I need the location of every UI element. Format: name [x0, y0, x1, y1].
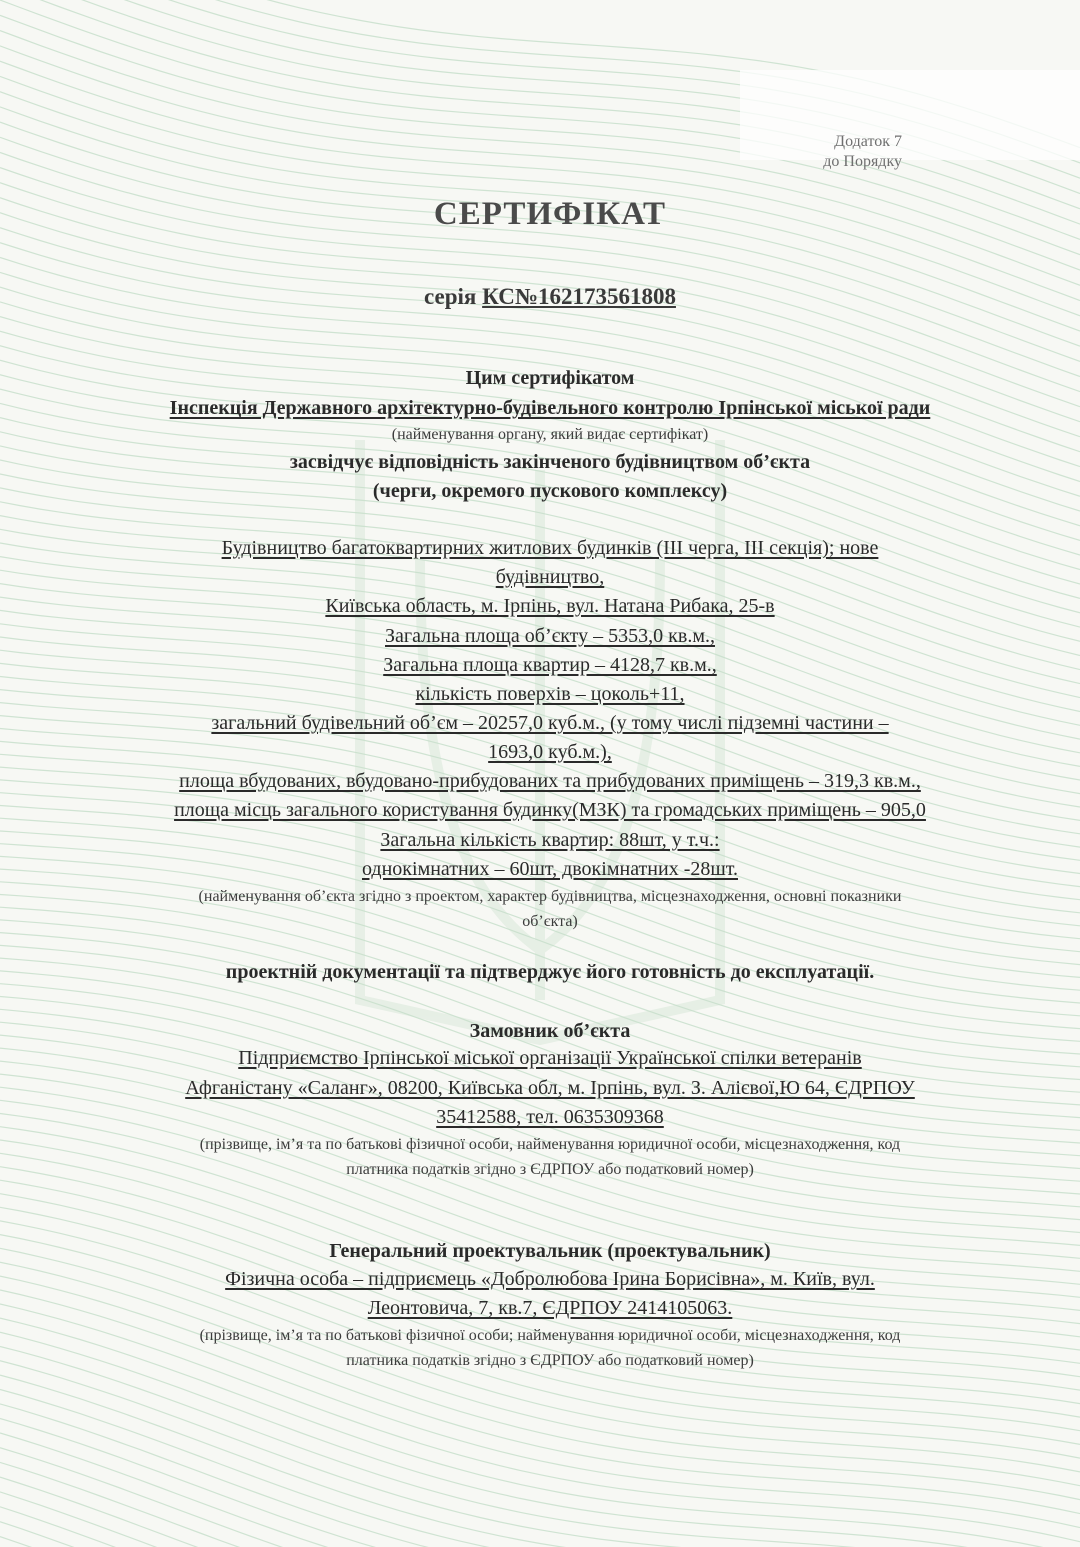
corner-watermark — [740, 70, 1080, 160]
issuer-caption: (найменування органу, який видає сертифікат) — [391, 426, 709, 443]
customer-line: Афганістану «Саланг», 08200, Київська обл, м. Ірпінь, вул. З. Алієвої,Ю 64, ЄДРПОУ — [185, 1077, 915, 1099]
object-line: площа місць загального користування будинку(МЗК) та громадських приміщень – 905,0 — [174, 799, 926, 821]
object-line: Загальна площа об’єкту – 5353,0 кв.м., — [385, 625, 715, 647]
document-title: СЕРТИФІКАТ — [433, 196, 667, 232]
designer-caption: платника податків згідно з ЄДРПОУ або податковий номер) — [346, 1352, 754, 1369]
object-line: 1693,0 куб.м.), — [488, 741, 612, 763]
customer-line: Підприємство Ірпінської міської організації Української спілки ветеранів — [238, 1047, 862, 1069]
object-line: Загальна площа квартир – 4128,7 кв.м., — [383, 654, 717, 676]
customer-caption: (прізвище, ім’я та по батькові фізичної особи, найменування юридичної особи, місцезнаходження, код — [199, 1136, 901, 1153]
object-line: Загальна кількість квартир: 88шт, у т.ч.: — [380, 829, 720, 851]
object-line: однокімнатних – 60шт, двокімнатних -28шт. — [362, 858, 738, 880]
issuer-intro: Цим сертифікатом — [465, 367, 635, 389]
customer-caption: платника податків згідно з ЄДРПОУ або податковий номер) — [346, 1161, 754, 1178]
annex-line: до Порядку — [823, 153, 902, 170]
designer-heading: Генеральний проектувальник (проектувальник) — [329, 1240, 771, 1262]
certificate-series — [0, 284, 1080, 310]
series-number: КС№162173561808 — [482, 284, 676, 309]
certifies-text: засвідчує відповідність закінченого будівництвом об’єкта — [289, 451, 811, 473]
object-line: Київська область, м. Ірпінь, вул. Натана Рибака, 25-в — [325, 595, 775, 617]
annex-line: Додаток 7 — [834, 133, 902, 150]
object-line: Будівництво багатоквартирних житлових будинків (ІІІ черга, ІІІ секція); нове — [221, 537, 879, 559]
object-line: площа вбудованих, вбудовано-прибудованих та прибудованих приміщень – 319,3 кв.м., — [179, 770, 921, 792]
object-line: кількість поверхів – цоколь+11, — [415, 683, 685, 705]
conformity-statement: проектній документації та підтверджує його готовність до експлуатації. — [225, 961, 875, 983]
object-caption: об’єкта) — [522, 913, 578, 930]
issuer-name: Інспекція Державного архітектурно-будівельного контролю Ірпінської міської ради — [169, 397, 931, 419]
object-line: загальний будівельний об’єм – 20257,0 куб.м., (у тому числі підземні частини – — [211, 712, 889, 734]
designer-caption: (прізвище, ім’я та по батькові фізичної особи; найменування юридичної особи, місцезнаходження, код — [199, 1327, 901, 1344]
annex-reference — [823, 132, 902, 172]
object-line: будівництво, — [495, 566, 605, 588]
customer-line: 35412588, тел. 0635309368 — [436, 1106, 664, 1128]
customer-heading: Замовник об’єкта — [469, 1020, 631, 1042]
object-caption: (найменування об’єкта згідно з проектом, характер будівництва, місцезнаходження, основні показники — [198, 888, 902, 905]
designer-line: Фізична особа – підприємець «Добролюбова Ірина Борисівна», м. Київ, вул. — [225, 1268, 875, 1290]
certifies-subtext: (черги, окремого пускового комплексу) — [372, 480, 728, 502]
designer-line: Леонтовича, 7, кв.7, ЄДРПОУ 2414105063. — [367, 1297, 733, 1319]
series-label: серія — [424, 284, 477, 309]
